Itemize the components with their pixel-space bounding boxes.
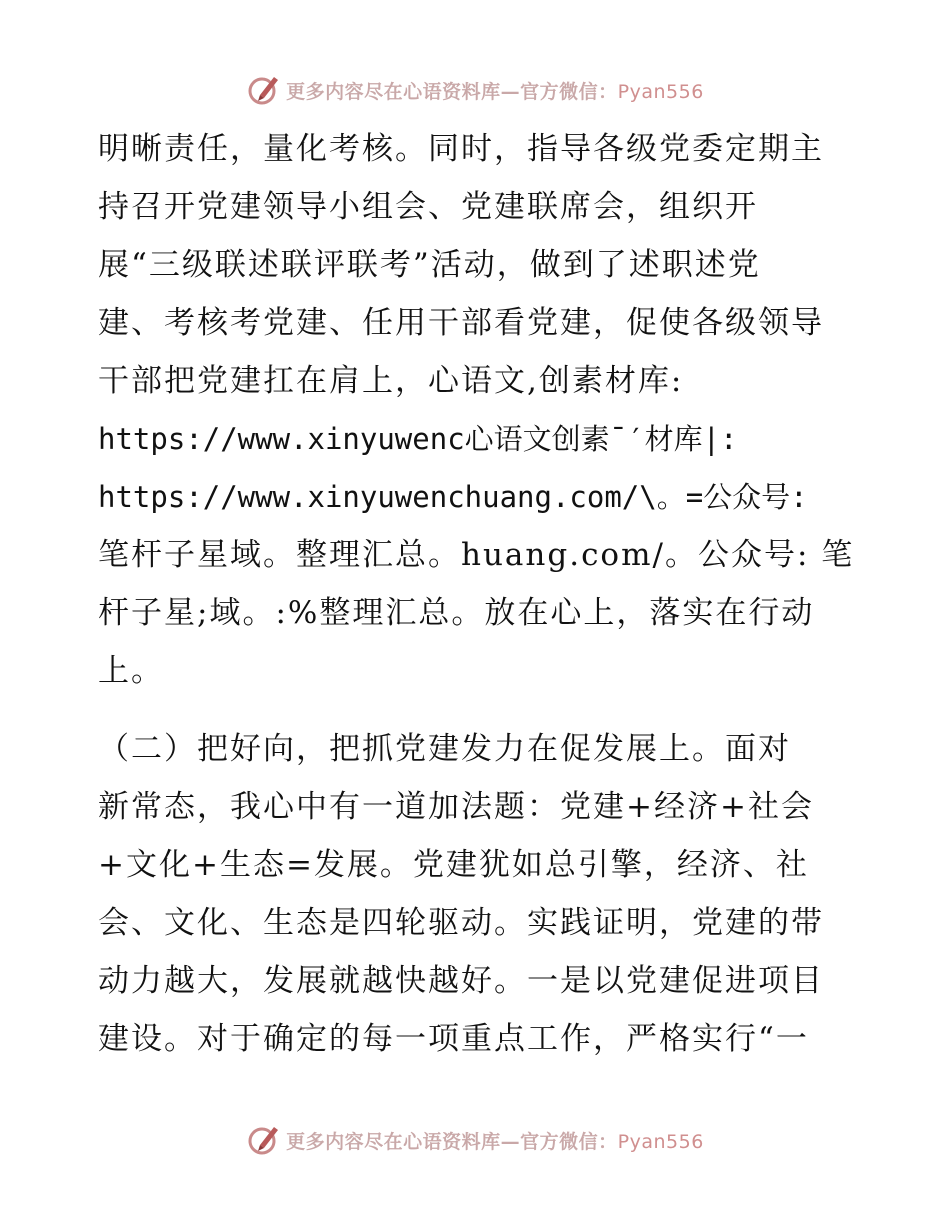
text-line: 动力越大，发展就越快越好。一是以党建促进项目 (98, 963, 824, 999)
paragraph-1 (98, 120, 858, 700)
text-line: 杆子星;域。:%整理汇总。放在心上，落实在行动 (98, 595, 815, 631)
text-line: 建设。对于确定的每一项重点工作，严格实行“一 (98, 1021, 809, 1057)
text-line: 干部把党建扛在肩上，心语文,创素材库: (98, 363, 684, 399)
text-line: 持召开党建领导小组会、党建联席会，组织开 (98, 189, 758, 225)
document-body (98, 120, 858, 1068)
text-line: 明晰责任，量化考核。同时，指导各级党委定期主 (98, 131, 824, 167)
text-line: 建、考核考党建、任用干部看党建，促使各级领导 (98, 305, 824, 341)
banner-wechat-id: Pyan556 (617, 1130, 704, 1153)
text-line: +文化+生态=发展。党建犹如总引擎，经济、社 (98, 847, 809, 883)
text-line: https://www.xinyuwenc心语文创素¯′材库|: (98, 422, 738, 456)
pen-logo-icon (246, 1122, 282, 1158)
banner-text: 更多内容尽在心语资料库—官方微信：Pyan556 (286, 80, 704, 103)
text-line: 笔杆子星域。整理汇总。huang.com/。公众号: 笔 (98, 537, 855, 573)
text-line: 展“三级联述联评联考”活动，做到了述职述党 (98, 247, 761, 283)
paragraph-gap (98, 700, 858, 720)
text-line: 新常态，我心中有一道加法题：党建+经济+社会 (98, 789, 814, 825)
text-line: （二）把好向，把抓党建发力在促发展上。面对 (98, 731, 791, 767)
banner-wechat-id: Pyan556 (617, 80, 704, 103)
header-banner (0, 70, 950, 110)
text-line: 上。 (98, 653, 164, 689)
banner-text: 更多内容尽在心语资料库—官方微信：Pyan556 (286, 1130, 704, 1153)
footer-banner (0, 1120, 950, 1160)
text-line: 会、文化、生态是四轮驱动。实践证明，党建的带 (98, 905, 824, 941)
text-line: https://www.xinyuwenchuang.com/\。=公众号: (98, 480, 808, 514)
paragraph-2 (98, 720, 858, 1068)
pen-logo-icon (246, 72, 282, 108)
